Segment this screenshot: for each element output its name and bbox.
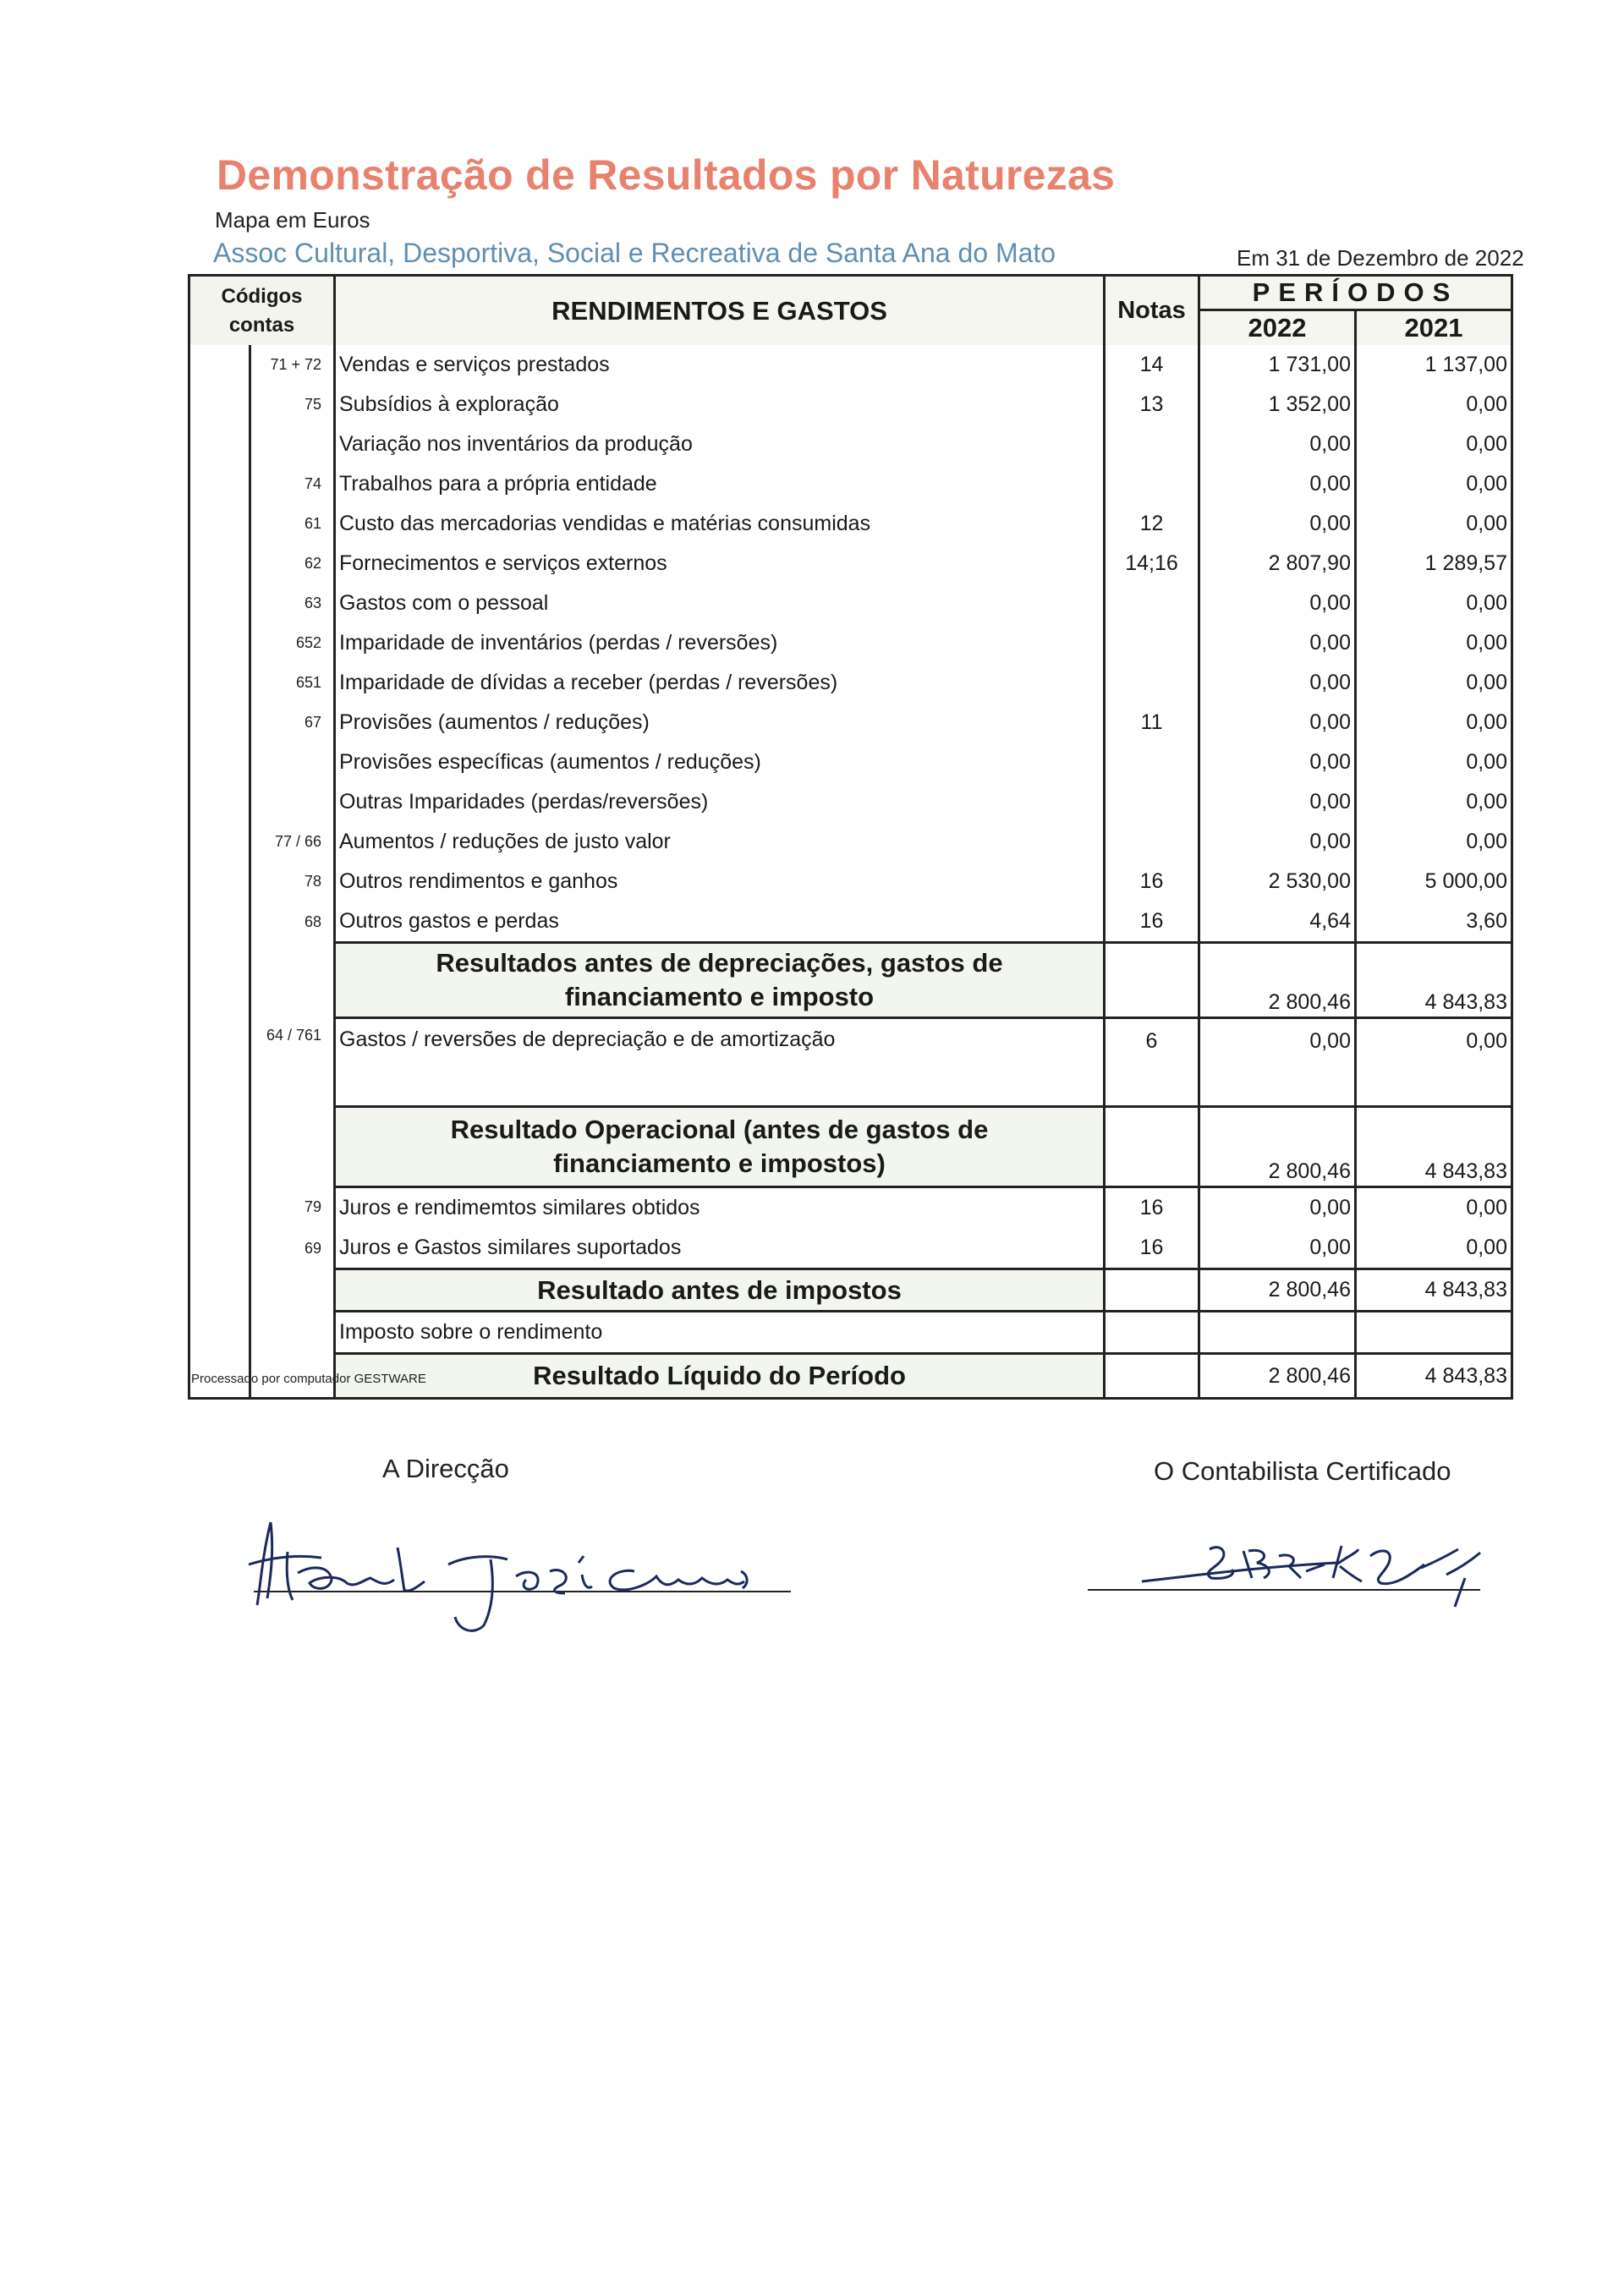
- entity-name: Assoc Cultural, Desportiva, Social e Recreativa de Santa Ana do Mato: [213, 238, 1056, 268]
- account-code: 75: [250, 385, 335, 425]
- account-code: [250, 1269, 335, 1312]
- direction-label: A Direcção: [382, 1454, 509, 1483]
- row-description: Variação nos inventários da produção: [335, 425, 1105, 464]
- subtotal-row: [189, 1107, 1512, 1187]
- subtotal-line-1: Resultados antes de depreciações, gastos de: [436, 948, 1003, 978]
- row-note: 11: [1105, 703, 1199, 743]
- subtotal-row: [189, 1269, 1512, 1312]
- tax-row: [189, 1312, 1512, 1354]
- value-2021: 0,00: [1356, 782, 1512, 822]
- subtotal-description: [335, 1107, 1105, 1187]
- row-description: Outras Imparidades (perdas/reversões): [335, 782, 1105, 822]
- table-row: [189, 901, 1512, 943]
- account-code: 61: [250, 504, 335, 544]
- account-code: 68: [250, 901, 335, 943]
- code-gutter: [189, 1269, 250, 1312]
- footnote: Processado por computador GESTWARE: [191, 1372, 426, 1386]
- document-title: Demonstração de Resultados por Naturezas: [217, 151, 1116, 199]
- value-2022: 0,00: [1199, 584, 1356, 623]
- account-code: [250, 1312, 335, 1354]
- table-row: [189, 544, 1512, 584]
- row-description: Provisões (aumentos / reduções): [335, 703, 1105, 743]
- row-note: 13: [1105, 385, 1199, 425]
- table-row: [189, 345, 1512, 385]
- value-2021: 5 000,00: [1356, 862, 1512, 901]
- value-2022: 0,00: [1199, 822, 1356, 862]
- code-gutter: [189, 943, 250, 1018]
- currency-subtitle: Mapa em Euros: [215, 207, 370, 233]
- row-description: Juros e rendimemtos similares obtidos: [335, 1187, 1105, 1229]
- account-code: 74: [250, 464, 335, 504]
- row-description: Trabalhos para a própria entidade: [335, 464, 1105, 504]
- table-row: [189, 862, 1512, 901]
- row-description: Imparidade de inventários (perdas / reversões): [335, 623, 1105, 663]
- account-code: [250, 1107, 335, 1187]
- code-gutter: [189, 743, 250, 782]
- account-code: [250, 743, 335, 782]
- account-code: 78: [250, 862, 335, 901]
- code-gutter: [189, 822, 250, 862]
- accountant-label: O Contabilista Certificado: [1154, 1456, 1451, 1486]
- table-row: [189, 504, 1512, 544]
- code-gutter: [189, 782, 250, 822]
- value-2021: 3,60: [1356, 901, 1512, 943]
- account-code: [250, 943, 335, 1018]
- account-code: 77 / 66: [250, 822, 335, 862]
- value-2022: 0,00: [1199, 425, 1356, 464]
- value-2022: 0,00: [1199, 1228, 1356, 1269]
- account-code: 67: [250, 703, 335, 743]
- value-2022: 0,00: [1199, 743, 1356, 782]
- value-2021: 0,00: [1356, 663, 1512, 703]
- value-2021: 0,00: [1356, 822, 1512, 862]
- row-description: Subsídios à exploração: [335, 385, 1105, 425]
- code-gutter: [189, 345, 250, 385]
- value-2021: 0,00: [1356, 1018, 1512, 1107]
- value-2021: 4 843,83: [1356, 1269, 1512, 1312]
- code-gutter: [189, 1312, 250, 1354]
- row-note: [1105, 1312, 1199, 1354]
- row-description: Custo das mercadorias vendidas e matérias consumidas: [335, 504, 1105, 544]
- income-statement-table: [188, 274, 1513, 1400]
- value-2021: 0,00: [1356, 743, 1512, 782]
- value-2022: 0,00: [1199, 504, 1356, 544]
- value-2021: 1 289,57: [1356, 544, 1512, 584]
- account-code: 652: [250, 623, 335, 663]
- value-2022: 0,00: [1199, 464, 1356, 504]
- row-description: Gastos / reversões de depreciação e de amortização: [335, 1018, 1105, 1107]
- row-note: 16: [1105, 901, 1199, 943]
- value-2022: [1199, 1312, 1356, 1354]
- value-2022: 2 800,46: [1199, 1354, 1356, 1399]
- table-header-row-1: [189, 276, 1512, 310]
- value-2021: 1 137,00: [1356, 345, 1512, 385]
- subtotal-row: [189, 943, 1512, 1018]
- code-gutter: [189, 425, 250, 464]
- value-2022: 0,00: [1199, 703, 1356, 743]
- header-codes-label: Códigos contas: [221, 284, 303, 337]
- subtotal-description: [335, 943, 1105, 1018]
- row-description: Fornecimentos e serviços externos: [335, 544, 1105, 584]
- code-gutter: [189, 1018, 250, 1107]
- value-2021: 0,00: [1356, 703, 1512, 743]
- code-gutter: [189, 464, 250, 504]
- value-2022: 0,00: [1199, 782, 1356, 822]
- value-2022: 0,00: [1199, 1187, 1356, 1229]
- value-2021: 4 843,83: [1356, 1354, 1512, 1399]
- header-notas: Notas: [1105, 276, 1199, 346]
- table-row: [189, 822, 1512, 862]
- value-2021: 4 843,83: [1356, 1107, 1512, 1187]
- account-code: 651: [250, 663, 335, 703]
- row-description: Juros e Gastos similares suportados: [335, 1228, 1105, 1269]
- code-gutter: [189, 703, 250, 743]
- header-codes: [189, 276, 335, 346]
- code-gutter: [189, 862, 250, 901]
- table-row: [189, 584, 1512, 623]
- table-row: [189, 464, 1512, 504]
- account-code: 63: [250, 584, 335, 623]
- accountant-signature: [1083, 1497, 1539, 1624]
- account-code: 71 + 72: [250, 345, 335, 385]
- direction-signature: [237, 1505, 795, 1641]
- table-row: [189, 782, 1512, 822]
- account-code: 64 / 761: [250, 1018, 335, 1107]
- value-2021: 0,00: [1356, 504, 1512, 544]
- subtotal-description: Resultado antes de impostos: [335, 1269, 1105, 1312]
- subtotal-line-2: financiamento e imposto: [564, 982, 875, 1011]
- table-row: [189, 663, 1512, 703]
- value-2021: 0,00: [1356, 1228, 1512, 1269]
- row-note: 14;16: [1105, 544, 1199, 584]
- account-code: [250, 782, 335, 822]
- row-note: [1105, 782, 1199, 822]
- value-2022: 0,00: [1199, 1018, 1356, 1107]
- row-description: Provisões específicas (aumentos / reduções): [335, 743, 1105, 782]
- value-2021: 0,00: [1356, 425, 1512, 464]
- value-2022: 0,00: [1199, 623, 1356, 663]
- row-note: [1105, 1354, 1199, 1399]
- subtotal-line-1: Resultado Operacional (antes de gastos de: [450, 1115, 989, 1144]
- table-row: [189, 1228, 1512, 1269]
- table-row: [189, 623, 1512, 663]
- code-gutter: [189, 901, 250, 943]
- subtotal-line-2: financiamento e impostos): [553, 1148, 886, 1178]
- row-description: Imposto sobre o rendimento: [335, 1312, 1105, 1354]
- code-gutter: [189, 1187, 250, 1229]
- subtotal-description: Resultado Líquido do Período: [335, 1354, 1105, 1399]
- value-2021: 0,00: [1356, 464, 1512, 504]
- code-gutter: [189, 544, 250, 584]
- row-description: Outros gastos e perdas: [335, 901, 1105, 943]
- value-2022: 2 800,46: [1199, 1269, 1356, 1312]
- table-row: [189, 743, 1512, 782]
- code-gutter: [189, 1107, 250, 1187]
- report-date: Em 31 de Dezembro de 2022: [1237, 245, 1524, 271]
- account-code: 79: [250, 1187, 335, 1229]
- value-2021: 0,00: [1356, 584, 1512, 623]
- header-year-2022: 2022: [1199, 310, 1356, 346]
- row-note: [1105, 425, 1199, 464]
- account-code: 62: [250, 544, 335, 584]
- table-row: [189, 703, 1512, 743]
- table-row: [189, 1018, 1512, 1107]
- row-note: [1105, 623, 1199, 663]
- account-code: 69: [250, 1228, 335, 1269]
- row-note: [1105, 822, 1199, 862]
- row-note: [1105, 943, 1199, 1018]
- table-row: [189, 425, 1512, 464]
- row-description: Gastos com o pessoal: [335, 584, 1105, 623]
- value-2021: [1356, 1312, 1512, 1354]
- row-description: Imparidade de dívidas a receber (perdas / reversões): [335, 663, 1105, 703]
- code-gutter: [189, 623, 250, 663]
- row-note: 16: [1105, 1228, 1199, 1269]
- code-gutter: [189, 504, 250, 544]
- code-gutter: [189, 1228, 250, 1269]
- row-note: 12: [1105, 504, 1199, 544]
- account-code: [250, 425, 335, 464]
- value-2022: 1 731,00: [1199, 345, 1356, 385]
- row-note: [1105, 743, 1199, 782]
- code-gutter: [189, 584, 250, 623]
- code-gutter: [189, 385, 250, 425]
- table-row: [189, 1187, 1512, 1229]
- code-gutter: [189, 663, 250, 703]
- header-year-2021: 2021: [1356, 310, 1512, 346]
- row-note: 16: [1105, 862, 1199, 901]
- value-2022: 0,00: [1199, 663, 1356, 703]
- row-note: 6: [1105, 1018, 1199, 1107]
- value-2022: 2 530,00: [1199, 862, 1356, 901]
- value-2021: 0,00: [1356, 623, 1512, 663]
- value-2022: 2 800,46: [1199, 943, 1356, 1018]
- row-note: [1105, 1269, 1199, 1312]
- row-note: 14: [1105, 345, 1199, 385]
- row-note: [1105, 663, 1199, 703]
- value-2022: 4,64: [1199, 901, 1356, 943]
- value-2022: 2 800,46: [1199, 1107, 1356, 1187]
- row-description: Outros rendimentos e ganhos: [335, 862, 1105, 901]
- table-row: [189, 385, 1512, 425]
- header-main: RENDIMENTOS E GASTOS: [335, 276, 1105, 346]
- row-note: 16: [1105, 1187, 1199, 1229]
- value-2022: 2 807,90: [1199, 544, 1356, 584]
- row-note: [1105, 1107, 1199, 1187]
- row-description: Vendas e serviços prestados: [335, 345, 1105, 385]
- value-2021: 0,00: [1356, 385, 1512, 425]
- value-2022: 1 352,00: [1199, 385, 1356, 425]
- header-periodos: PERÍODOS: [1199, 276, 1512, 310]
- row-description: Aumentos / reduções de justo valor: [335, 822, 1105, 862]
- value-2021: 4 843,83: [1356, 943, 1512, 1018]
- value-2021: 0,00: [1356, 1187, 1512, 1229]
- row-note: [1105, 584, 1199, 623]
- row-note: [1105, 464, 1199, 504]
